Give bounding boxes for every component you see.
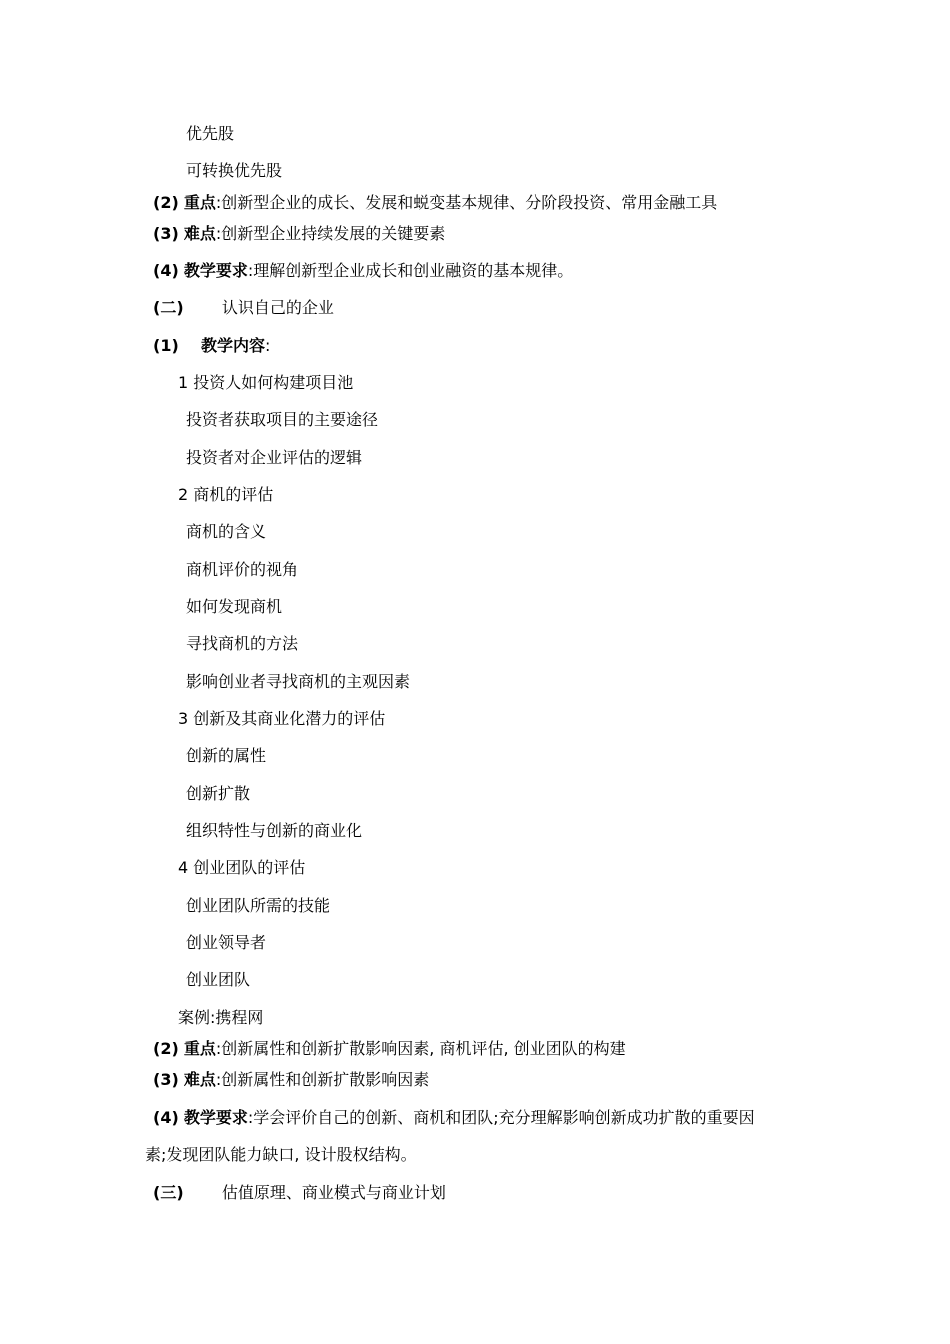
list-item <box>186 410 378 430</box>
item-text: 创业领导者 <box>186 933 267 952</box>
case-text: 案例:携程网 <box>178 1008 264 1027</box>
item-text: 创新型企业持续发展的关键要素 <box>221 224 446 243</box>
item-number: (3) <box>153 1070 179 1089</box>
subsection-text: 3 创新及其商业化潜力的评估 <box>178 709 386 728</box>
item-text: 优先股 <box>186 124 235 143</box>
item-text: 创新型企业的成长、发展和蜕变基本规律、分阶段投资、常用金融工具 <box>221 193 718 212</box>
subsection-text: 4 创业团队的评估 <box>178 858 306 877</box>
list-item <box>186 448 362 468</box>
item-text: 创新扩散 <box>186 784 251 803</box>
subsection-title <box>178 858 305 878</box>
list-item <box>186 746 266 766</box>
section-title: 估值原理、商业模式与商业计划 <box>221 1183 446 1202</box>
item-label: 教学内容 <box>200 336 265 355</box>
item-label: 教学要求 <box>183 1108 248 1127</box>
item-text: 理解创新型企业成长和创业融资的基本规律。 <box>253 261 574 280</box>
item-text: 影响创业者寻找商机的主观因素 <box>186 672 411 691</box>
list-item <box>186 597 282 617</box>
section-title: 认识自己的企业 <box>221 298 334 317</box>
item-label: 重点 <box>183 1039 216 1058</box>
colon: : <box>215 1039 222 1058</box>
subsection-text: 2 商机的评估 <box>178 485 274 504</box>
item-label: 重点 <box>183 193 216 212</box>
colon: : <box>247 261 254 280</box>
item-text: 可转换优先股 <box>186 161 283 180</box>
list-item <box>186 970 250 990</box>
colon: : <box>215 193 222 212</box>
difficulty-line <box>153 224 445 244</box>
item-text: 创新属性和创新扩散影响因素, 商机评估, 创业团队的构建 <box>221 1039 626 1058</box>
requirement-continuation <box>145 1145 417 1165</box>
item-label: 难点 <box>183 224 216 243</box>
item-text: 素;发现团队能力缺口, 设计股权结构。 <box>145 1145 417 1164</box>
list-item <box>186 821 362 841</box>
item-number: (1) <box>153 336 179 355</box>
item-label: 教学要求 <box>183 261 248 280</box>
item-text: 投资者获取项目的主要途径 <box>186 410 379 429</box>
key-points-line <box>153 193 717 213</box>
case-line <box>178 1008 263 1028</box>
colon: : <box>247 1108 254 1127</box>
item-number: (2) <box>153 1039 179 1058</box>
item-number: (4) <box>153 261 179 280</box>
item-number: (3) <box>153 224 179 243</box>
subsection-title <box>178 485 273 505</box>
item-number: (4) <box>153 1108 179 1127</box>
content-heading <box>153 336 270 356</box>
item-text: 如何发现商机 <box>186 597 283 616</box>
list-item <box>186 522 266 542</box>
list-item <box>186 124 234 144</box>
item-text: 商机的含义 <box>186 522 267 541</box>
section-number: (二) <box>153 298 184 317</box>
difficulty-line <box>153 1070 429 1090</box>
colon: : <box>215 1070 222 1089</box>
key-points-line <box>153 1039 626 1059</box>
section-heading <box>153 298 334 318</box>
list-item <box>186 933 266 953</box>
item-text: 创新属性和创新扩散影响因素 <box>221 1070 430 1089</box>
item-text: 投资者对企业评估的逻辑 <box>186 448 363 467</box>
list-item <box>186 560 298 580</box>
item-text: 寻找商机的方法 <box>186 634 299 653</box>
item-text: 组织特性与创新的商业化 <box>186 821 363 840</box>
item-text: 商机评价的视角 <box>186 560 299 579</box>
item-text: 创新的属性 <box>186 746 267 765</box>
requirement-line <box>153 261 573 281</box>
list-item <box>186 161 282 181</box>
list-item <box>186 896 330 916</box>
item-text: 创业团队 <box>186 970 251 989</box>
colon: : <box>264 336 271 355</box>
subsection-title <box>178 373 353 393</box>
subsection-title <box>178 709 385 729</box>
item-label: 难点 <box>183 1070 216 1089</box>
colon: : <box>215 224 222 243</box>
item-text: 创业团队所需的技能 <box>186 896 331 915</box>
section-heading <box>153 1183 446 1203</box>
requirement-line <box>153 1108 755 1128</box>
list-item <box>186 672 410 692</box>
item-text: 学会评价自己的创新、商机和团队;充分理解影响创新成功扩散的重要因 <box>253 1108 755 1127</box>
section-number: (三) <box>153 1183 184 1202</box>
list-item <box>186 634 298 654</box>
list-item <box>186 784 250 804</box>
item-number: (2) <box>153 193 179 212</box>
subsection-text: 1 投资人如何构建项目池 <box>178 373 354 392</box>
